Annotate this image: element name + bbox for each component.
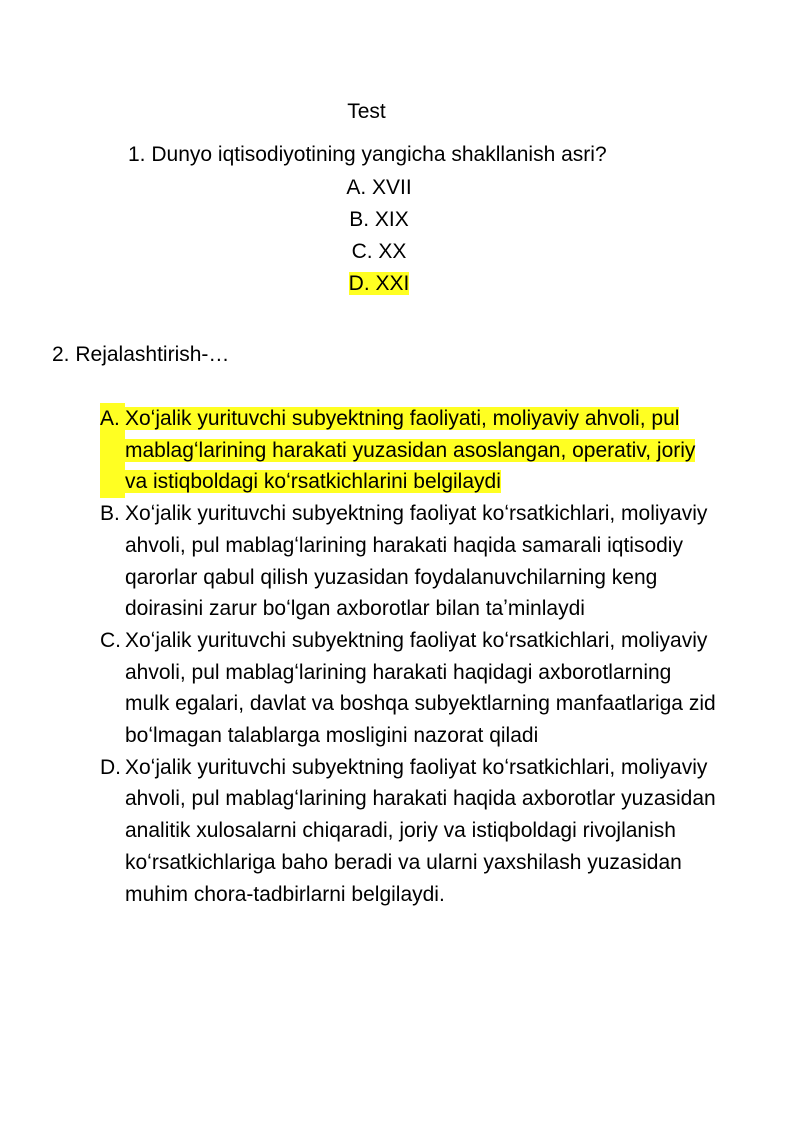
option-letter: D. <box>100 755 121 779</box>
question-1-number: 1. <box>128 143 146 166</box>
question-1-option-b: B. XIX <box>349 208 409 231</box>
question-1-option-d-highlighted: D. XXI <box>348 272 410 295</box>
option-text: Xoʻjalik yurituvchi subyektning faoliyat koʻrsatkichlari, moliyaviy ahvoli, pul mablagʻlarining harakati haqida axborotlar yuzasidan analitik xulosalarni chiqaradi, joriy va istiqboldagi rivojlanish koʻrsatkichlariga baho beradi va ularni yaxshilash yuzasidan muhim chora-tadbirlarni belgilaydi. <box>125 755 716 906</box>
question-1-options <box>0 172 758 300</box>
question-1-text: Dunyo iqtisodiyotining yangicha shakllanish asri? <box>151 143 607 166</box>
page-title: Test <box>347 100 386 123</box>
option-text-highlighted: Xoʻjalik yurituvchi subyektning faoliyati, moliyaviy ahvoli, pul mablagʻlarining harakati yuzasidan asoslangan, operativ, joriy va istiqboldagi koʻrsatkichlarini belgilaydi <box>125 407 696 494</box>
question-2-option-b <box>100 498 720 625</box>
question-2-text: Rejalashtirish-… <box>75 343 230 366</box>
question-1-option-a: A. XVII <box>346 176 412 199</box>
question-2-option-a <box>100 403 720 498</box>
option-text: Xoʻjalik yurituvchi subyektning faoliyat koʻrsatkichlari, moliyaviy ahvoli, pul mablagʻlarining harakati haqidagi axborotlarning mulk egalari, davlat va boshqa subyektlarning manfaatlariga zid boʻlmagan talablarga mosligini nazorat qiladi <box>125 628 716 748</box>
option-text: Xoʻjalik yurituvchi subyektning faoliyat koʻrsatkichlari, moliyaviy ahvoli, pul mablagʻlarining harakati haqida samarali iqtisodiy qarorlar qabul qilish yuzasidan foydalanuvchilarning keng doirasini zarur boʻlgan axborotlar bilan taʼminlaydi <box>125 502 708 621</box>
question-2-option-c <box>100 625 720 752</box>
question-2 <box>52 340 229 370</box>
question-1-option-c: C. XX <box>351 240 407 263</box>
question-2-number: 2. <box>52 343 70 366</box>
option-letter: B. <box>100 502 120 526</box>
option-letter: C. <box>100 628 121 652</box>
option-letter: A. <box>100 403 125 498</box>
question-2-options <box>100 403 720 910</box>
question-2-option-d <box>100 752 720 911</box>
question-1 <box>128 140 607 170</box>
